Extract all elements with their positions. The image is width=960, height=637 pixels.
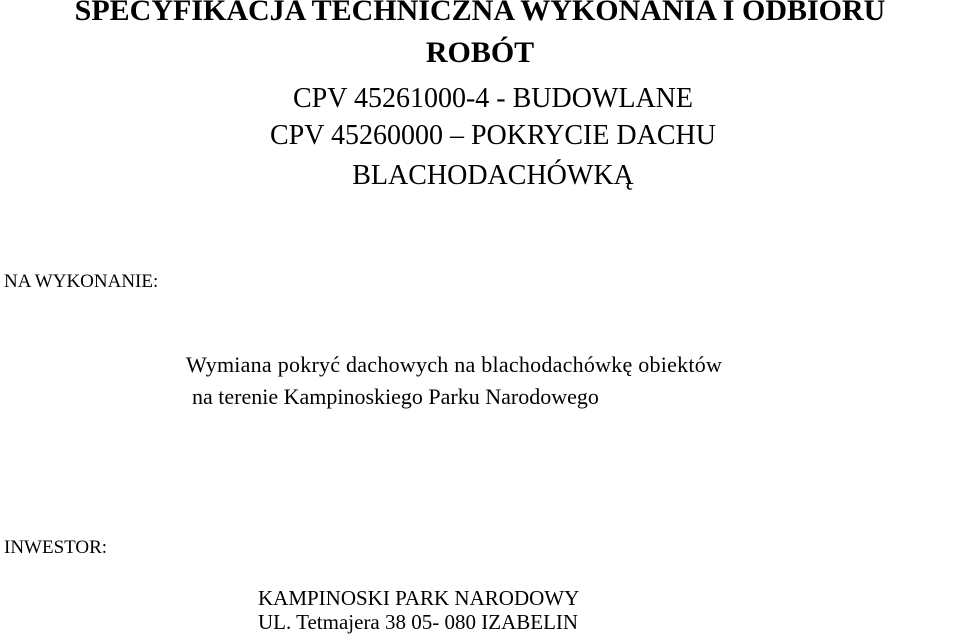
cpv-code-line-3: BLACHODACHÓWKĄ xyxy=(352,160,634,191)
inwestor-label: INWESTOR: xyxy=(4,537,108,558)
inwestor-address: UL. Tetmajera 38 05- 080 IZABELIN xyxy=(258,610,579,634)
description-line-2: na terenie Kampinoskiego Parku Narodowego xyxy=(192,384,599,409)
inwestor-name: KAMPINOSKI PARK NARODOWY xyxy=(258,586,580,610)
cpv-code-line-1: CPV 45261000-4 - BUDOWLANE xyxy=(292,83,694,114)
document-title-line-1: SPECYFIKACJA TECHNICZNA WYKONANIA I ODBIORU xyxy=(74,0,886,27)
na-wykonanie-label: NA WYKONANIE: xyxy=(4,271,159,292)
cpv-code-line-2: CPV 45260000 – POKRYCIE DACHU xyxy=(270,120,716,151)
document-title-line-2: ROBÓT xyxy=(425,36,535,69)
description-line-1: Wymiana pokryć dachowych na blachodachówkę obiektów xyxy=(186,352,723,377)
